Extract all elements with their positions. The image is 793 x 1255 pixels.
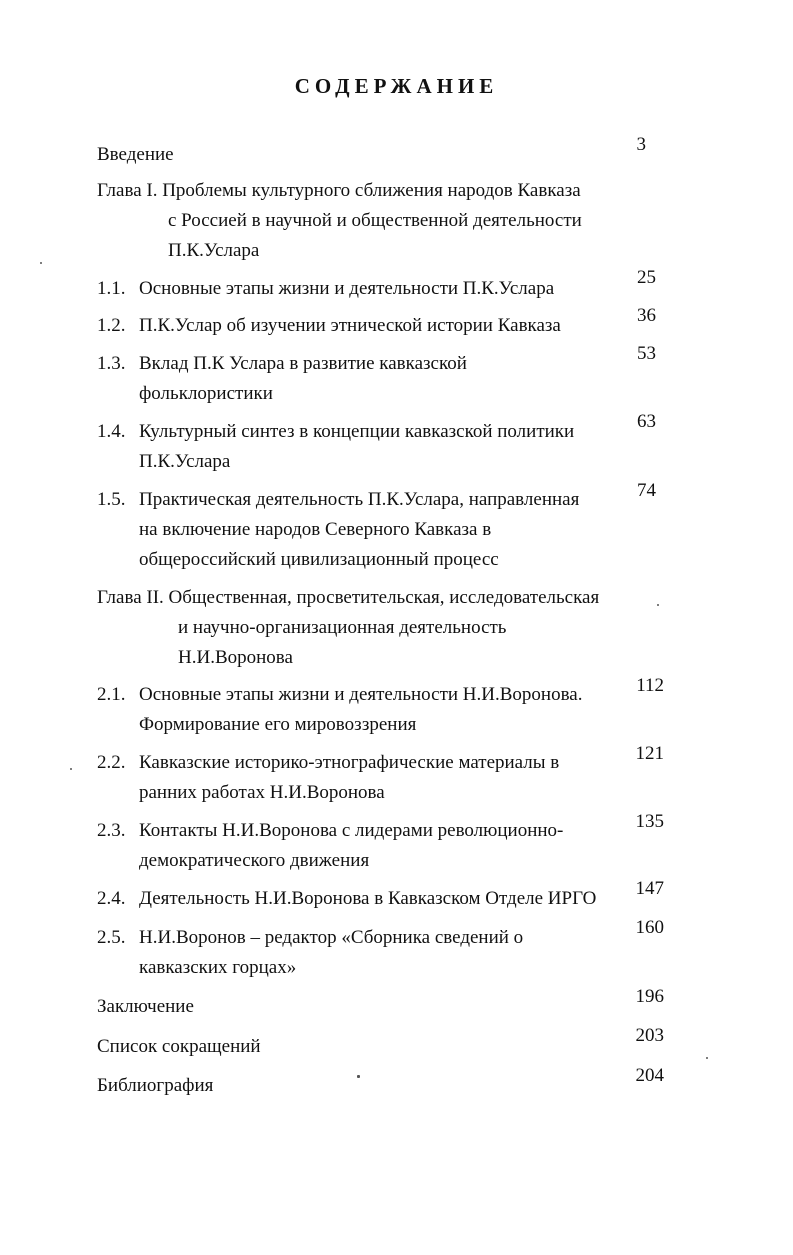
toc-entry-text: Заключение	[97, 996, 194, 1017]
toc-entry-text: на включение народов Северного Кавказа в	[139, 519, 492, 540]
toc-section-number: 1.3.	[97, 353, 126, 374]
toc-section-1-3[interactable]	[97, 349, 467, 409]
toc-entry-text: Список сокращений	[97, 1036, 261, 1057]
toc-entry-text: Введение	[97, 144, 174, 165]
toc-entry-text: Контакты Н.И.Воронова с лидерами революционно-	[139, 820, 564, 841]
toc-entry-abbreviations[interactable]	[97, 1032, 261, 1062]
toc-page-number: 112	[636, 675, 664, 696]
toc-entry-text: с Россией в научной и общественной деятельности	[168, 210, 582, 231]
toc-section-number: 1.4.	[97, 421, 126, 442]
toc-section-number: 2.2.	[97, 752, 126, 773]
toc-entry-text: Н.И.Воронов – редактор «Сборника сведений о	[139, 927, 524, 948]
toc-entry-text: П.К.Услара	[139, 451, 231, 472]
toc-section-1-2[interactable]	[97, 311, 561, 341]
toc-entry-text: П.К.Услара	[168, 240, 260, 261]
toc-section-number: 1.2.	[97, 315, 126, 336]
toc-entry-text: Деятельность Н.И.Воронова в Кавказском Отделе ИРГО	[139, 888, 597, 909]
toc-entry-text: Библиография	[97, 1075, 214, 1096]
toc-page-number: 63	[637, 411, 656, 432]
toc-section-2-3[interactable]	[97, 816, 563, 876]
toc-chapter-2[interactable]	[97, 583, 599, 673]
toc-entry-text: Практическая деятельность П.К.Услара, направленная	[139, 489, 580, 510]
scan-speck	[70, 768, 72, 770]
toc-entry-text: общероссийский цивилизационный процесс	[139, 549, 499, 570]
toc-page-number: 203	[635, 1025, 664, 1046]
page-title: СОДЕРЖАНИЕ	[294, 74, 499, 98]
toc-entry-text: Н.И.Воронова	[178, 647, 293, 668]
toc-section-number: 2.4.	[97, 888, 126, 909]
toc-page-number: 74	[637, 480, 656, 501]
toc-section-number: 2.3.	[97, 820, 126, 841]
toc-page-number: 25	[637, 267, 656, 288]
toc-section-1-1[interactable]	[97, 274, 554, 304]
toc-entry-text: Основные этапы жизни и деятельности Н.И.Воронова.	[139, 684, 583, 705]
toc-entry-text: Кавказские историко-этнографические материалы в	[139, 752, 560, 773]
toc-section-2-1[interactable]	[97, 680, 582, 740]
scan-speck	[357, 1075, 360, 1078]
toc-entry-text: Культурный синтез в концепции кавказской политики	[139, 421, 575, 442]
toc-section-number: 2.1.	[97, 684, 126, 705]
toc-section-number: 2.5.	[97, 927, 126, 948]
scan-speck	[40, 262, 42, 264]
toc-entry-text: Формирование его мировоззрения	[139, 714, 417, 735]
toc-entry-text: Глава II. Общественная, просветительская, исследовательская	[97, 587, 600, 608]
toc-entry-text: Вклад П.К Услара в развитие кавказской	[139, 353, 467, 374]
toc-page-number: 160	[635, 917, 664, 938]
toc-entry-text: фольклористики	[139, 383, 273, 404]
toc-page-number: 36	[637, 305, 656, 326]
toc-entry-introduction[interactable]	[97, 140, 174, 170]
toc-entry-text: и научно-организационная деятельность	[178, 617, 507, 638]
toc-page-number: 135	[635, 811, 664, 832]
toc-entry-text: кавказских горцах»	[139, 957, 297, 978]
toc-section-1-4[interactable]	[97, 417, 574, 477]
toc-entry-text: демократического движения	[139, 850, 370, 871]
toc-section-number: 1.1.	[97, 278, 126, 299]
toc-section-number: 1.5.	[97, 489, 126, 510]
toc-page-number: 53	[637, 343, 656, 364]
toc-section-1-5[interactable]	[97, 485, 579, 575]
toc-section-2-2[interactable]	[97, 748, 559, 808]
toc-entry-bibliography[interactable]	[97, 1071, 213, 1101]
toc-page-number: 196	[635, 986, 664, 1007]
toc-entry-text: П.К.Услар об изучении этнической истории Кавказа	[139, 315, 561, 336]
toc-entry-text: Глава I. Проблемы культурного сближения народов Кавказа	[97, 180, 581, 201]
toc-section-2-5[interactable]	[97, 923, 523, 983]
toc-entry-text: ранних работах Н.И.Воронова	[139, 782, 385, 803]
toc-page-number: 147	[635, 878, 664, 899]
toc-entry-conclusion[interactable]	[97, 992, 194, 1022]
scan-speck	[657, 604, 659, 606]
toc-section-2-4[interactable]	[97, 884, 596, 914]
scan-speck	[706, 1057, 708, 1059]
toc-page-number: 204	[635, 1065, 664, 1086]
toc-chapter-1[interactable]	[97, 176, 582, 266]
toc-entry-text: Основные этапы жизни и деятельности П.К.Услара	[139, 278, 555, 299]
toc-page-number: 121	[635, 743, 664, 764]
toc-page-number: 3	[636, 134, 646, 155]
